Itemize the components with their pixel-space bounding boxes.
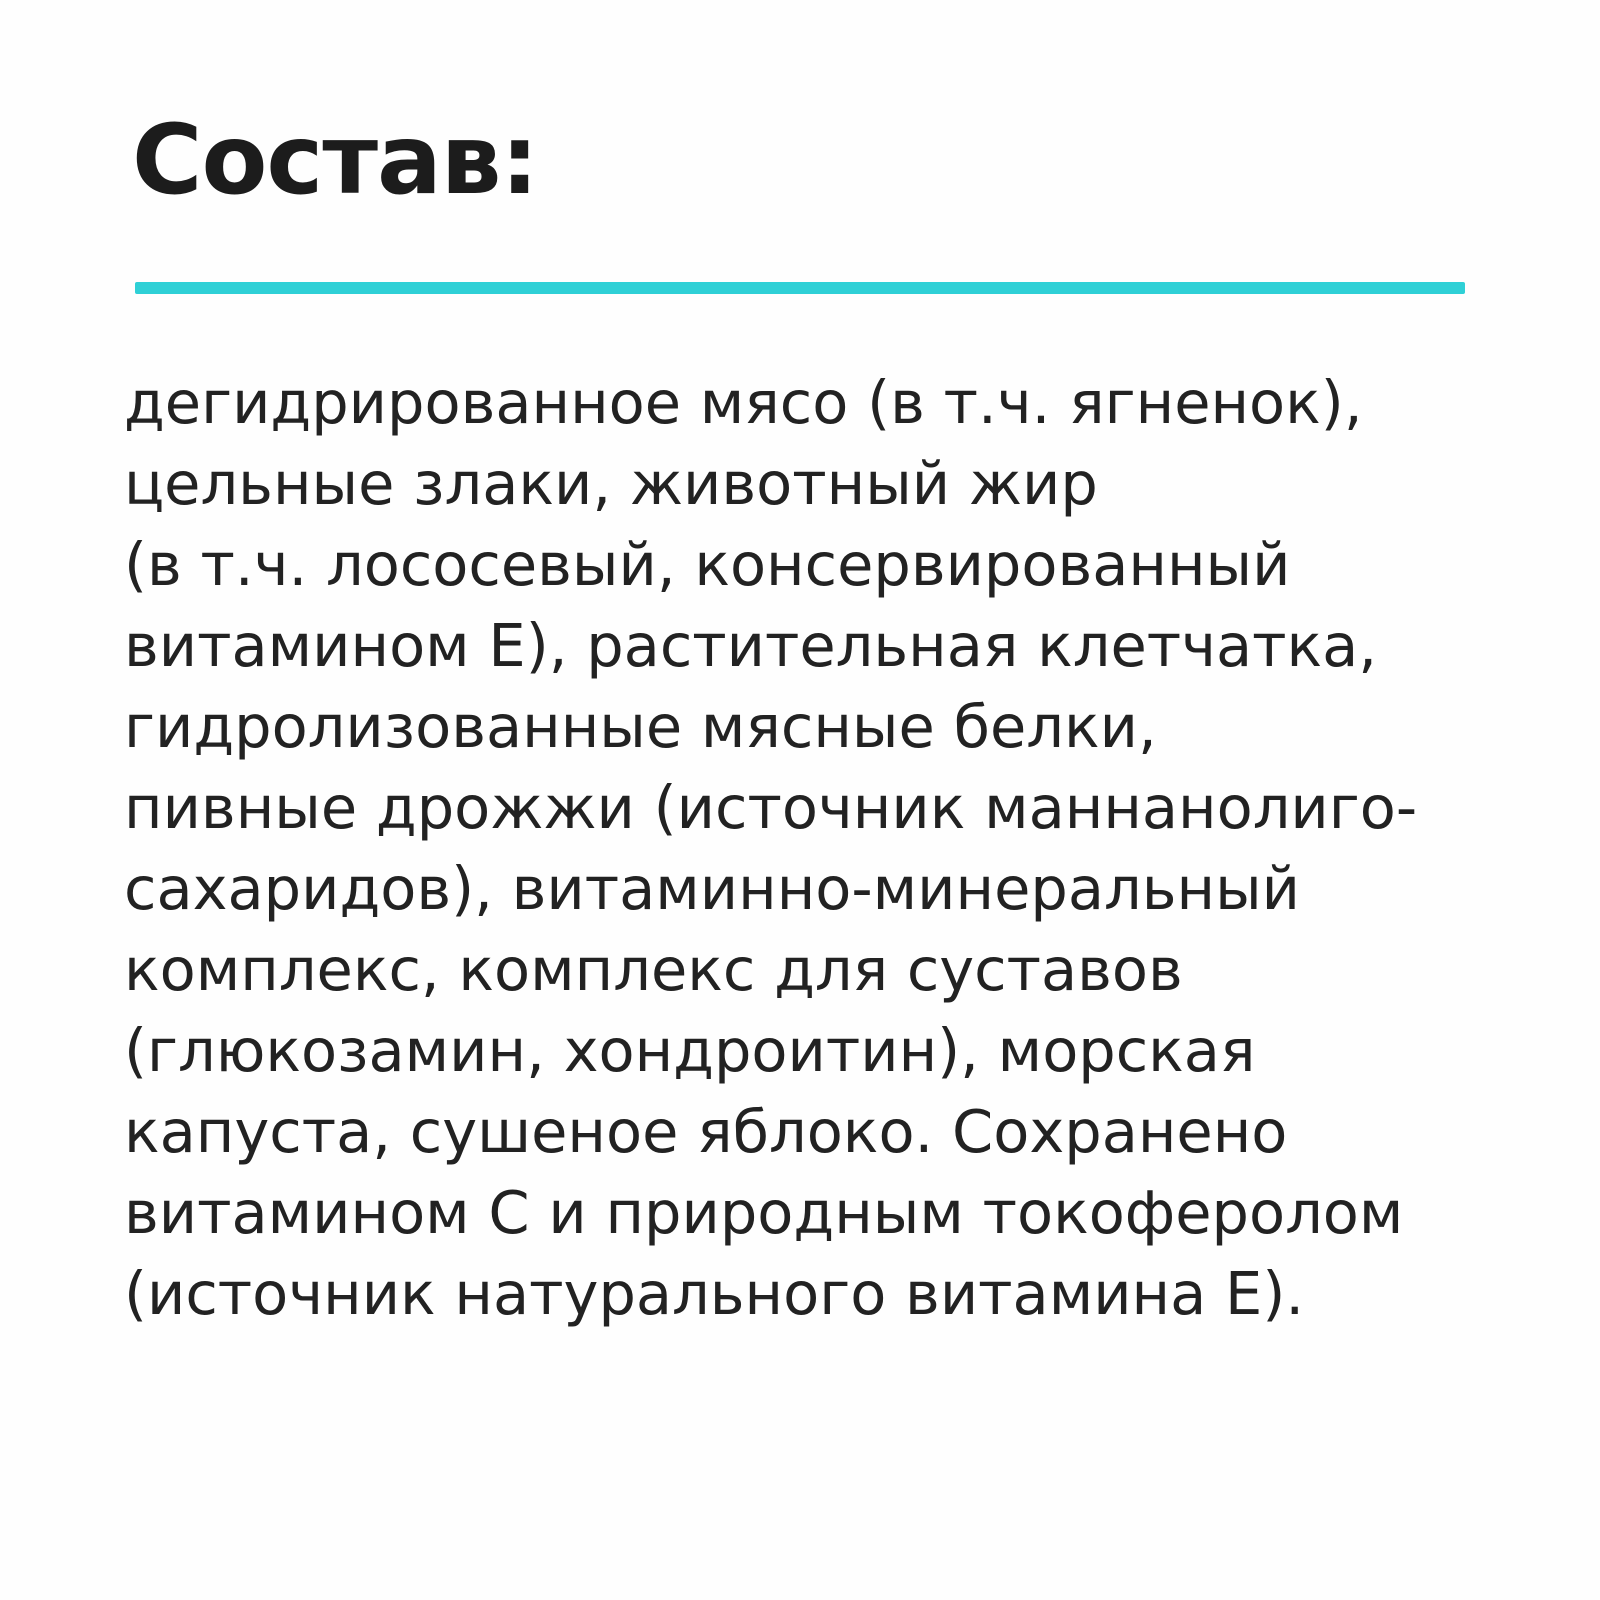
ingredients-text bbox=[124, 362, 1524, 1334]
ingredients-line: гидролизованные мясные белки, bbox=[124, 692, 1157, 761]
ingredients-line: дегидрированное мясо (в т.ч. ягненок), bbox=[124, 368, 1363, 437]
ingredients-line: сахаридов), витаминно-минеральный bbox=[124, 854, 1300, 923]
ingredients-line: комплекс, комплекс для суставов bbox=[124, 935, 1183, 1004]
ingredients-line: (в т.ч. лососевый, консервированный bbox=[124, 530, 1291, 599]
accent-divider bbox=[135, 282, 1465, 294]
ingredients-line: пивные дрожжи (источник маннанолиго- bbox=[124, 773, 1418, 842]
ingredients-line: витамином Е), растительная клетчатка, bbox=[124, 611, 1378, 680]
ingredients-line: (глюкозамин, хондроитин), морская bbox=[124, 1016, 1256, 1085]
ingredients-line: капуста, сушеное яблоко. Сохранено bbox=[124, 1097, 1288, 1166]
composition-heading: Состав: bbox=[132, 104, 538, 216]
ingredients-line: цельные злаки, животный жир bbox=[124, 449, 1098, 518]
ingredients-line: витамином С и природным токоферолом bbox=[124, 1178, 1404, 1247]
ingredients-line: (источник натурального витамина Е). bbox=[124, 1259, 1305, 1328]
